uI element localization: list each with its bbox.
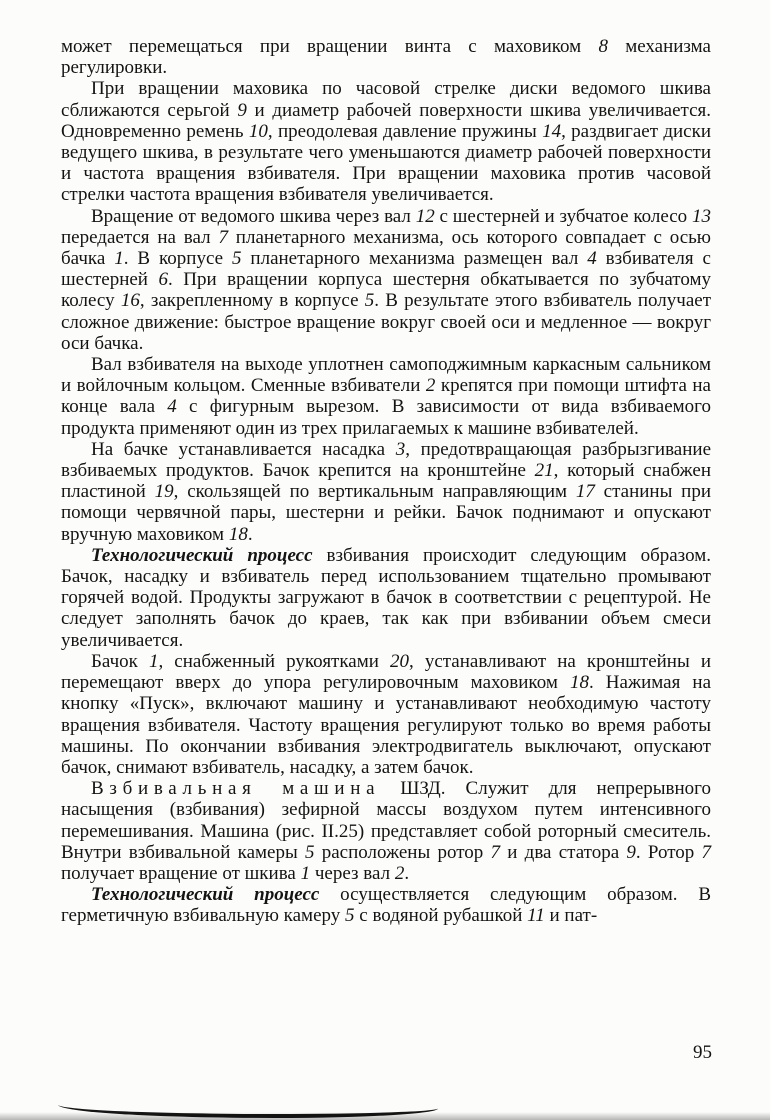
text-run: передается на вал: [61, 226, 219, 248]
page-bottom-shadow: [0, 1112, 770, 1120]
text-run: 9: [237, 99, 247, 121]
text-run: 21: [534, 460, 554, 482]
paragraph: [61, 778, 711, 884]
text-run: , снабженный рукоятками: [158, 650, 391, 672]
text-run: 11: [527, 905, 545, 927]
text-run: с шестерней и зубчатое колесо: [434, 205, 692, 227]
text-run: , устанавливают на кронштейны и перемещают вверх до упора регулировочным маховиком: [61, 650, 711, 694]
text-run: 5: [231, 248, 242, 270]
text-run: , закрепленному в корпусе: [139, 290, 365, 312]
text-run: , предотвращающая разбрызгивание взбиваемых продуктов. Бачок крепится на кронштейне: [61, 438, 711, 482]
text-run: 5: [364, 290, 375, 312]
text-run: крепятся при помощи штифта на конце вала: [61, 375, 711, 418]
text-run: , скользящей по вертикальным направляющим: [173, 481, 576, 503]
text-run: 13: [692, 205, 711, 227]
text-run: 20: [390, 650, 410, 672]
text-run: 19: [154, 481, 174, 503]
text-run: взбивателя с шестерней: [61, 248, 711, 291]
text-block: [61, 36, 711, 927]
text-run: 12: [415, 205, 435, 227]
text-run: 10: [248, 120, 268, 142]
paragraph: [61, 354, 711, 439]
text-run: . При вращении корпуса шестерня обкатывается по зубчатому колесу: [61, 269, 711, 312]
text-run: 5: [304, 841, 315, 863]
paragraph: [61, 545, 711, 651]
page-number: 95: [693, 1042, 712, 1063]
text-run: 5: [345, 905, 355, 927]
paragraph: [61, 651, 711, 778]
text-run: 1: [300, 862, 311, 884]
text-run: может перемещаться при вращении винта с маховиком: [61, 36, 599, 57]
text-run: Технологический процесс: [91, 544, 313, 566]
text-run: , преодолевая давление пружины: [267, 120, 543, 142]
text-run: взбивания происходит следующим образом. Бачок, насадку и взбиватель перед использованием тщательно промывают горячей водой. Продукты загружают в бачок в соответствии с рецептурой. Не следует заполнять бачок до краев, так как при взбивании объем смеси увеличивается.: [61, 544, 711, 651]
text-run: Вращение от ведомого шкива через вал: [91, 205, 416, 227]
text-run: . В корпусе: [123, 248, 232, 270]
text-run: с фигурным вырезом. В зависимости от вида взбиваемого продукта применяют один из трех прилагаемых к машине взбивателей.: [61, 396, 712, 439]
text-run: 7: [701, 841, 711, 863]
text-run: .: [247, 523, 253, 545]
text-run: 16: [120, 290, 140, 312]
text-run: 8: [598, 36, 608, 57]
text-run: . В результате этого взбиватель получает сложное движение: быстрое вращение вокруг своей оси и медленное — вокруг оси бачка.: [61, 290, 711, 354]
text-run: с водяной рубашкой: [354, 905, 528, 927]
paragraph: [61, 206, 711, 354]
text-run: 1: [114, 248, 124, 270]
text-run: через вал: [310, 862, 395, 884]
text-run: 18: [228, 523, 248, 545]
text-run: расположены ротор: [314, 841, 491, 863]
text-run: При вращении маховика по часовой стрелке диски ведомого шкива сближаются серьгой: [61, 78, 711, 121]
text-run: Взбивальная машина: [91, 778, 381, 800]
text-run: 17: [575, 481, 595, 503]
paragraph: [61, 36, 711, 78]
text-run: 9: [626, 841, 636, 863]
text-run: На бачке устанавливается насадка: [91, 438, 396, 460]
text-run: 4: [167, 396, 177, 418]
text-run: . Нажимая на кнопку «Пуск», включают машину и устанавливают необходимую частоту вращения взбивателя. Частоту вращения регулируют только во время работы машины. По окончании взбивания электродвигатель выключают, опускают бачок, снимают взбиватель, насадку, а затем бачок.: [61, 672, 711, 778]
text-run: .: [404, 862, 410, 884]
text-run: механизма регулировки.: [61, 36, 711, 79]
text-run: 2: [425, 375, 436, 397]
text-run: 14: [542, 120, 562, 142]
text-run: ШЗД. Служит для непрерывного насыщения (взбивания) зефирной массы воздухом путем интенсивного перемешивания. Машина (рис. II.25) представляет собой роторный смеситель. Внутри взбивальной камеры: [61, 778, 711, 863]
text-run: 7: [218, 226, 228, 248]
text-run: 7: [490, 841, 501, 863]
paragraph: [61, 439, 711, 545]
text-run: получает вращение от шкива: [61, 862, 301, 884]
text-run: 1: [148, 650, 159, 672]
text-run: планетарного механизма размещен вал: [241, 248, 588, 270]
text-run: осуществляется следующим образом. В герметичную взбивальную камеру: [61, 884, 711, 927]
text-run: , который снабжен пластиной: [61, 460, 711, 503]
text-run: 6: [158, 269, 168, 291]
paragraph: [61, 78, 711, 205]
text-run: , раздвигает диски ведущего шкива, в результате чего уменьшаются диаметр рабочей поверхности и частота вращения взбивателя. При вращении маховика против часовой стрелки частота вращения взбивателя увеличивается.: [61, 120, 711, 206]
text-run: планетарного механизма, ось которого совпадает с осью бачка: [61, 226, 711, 270]
text-run: и диаметр рабочей поверхности шкива увеличивается. Одновременно ремень: [61, 99, 711, 142]
text-run: и пат-: [544, 905, 598, 927]
text-run: Бачок: [91, 650, 149, 672]
text-run: 18: [569, 672, 589, 694]
paragraph: [61, 884, 711, 926]
text-run: . Ротор: [635, 841, 702, 863]
text-run: 2: [394, 862, 405, 884]
text-run: Технологический процесс: [91, 884, 320, 906]
text-run: станины при помощи червячной пары, шестерни и рейки. Бачок поднимают и опускают вручную маховиком: [61, 481, 711, 545]
text-run: 3: [395, 438, 406, 460]
text-run: Вал взбивателя на выходе уплотнен самоподжимным каркасным сальником и войлочным кольцом. Сменные взбиватели: [61, 354, 711, 397]
text-run: и два статора: [500, 841, 627, 863]
text-run: 4: [587, 248, 597, 270]
